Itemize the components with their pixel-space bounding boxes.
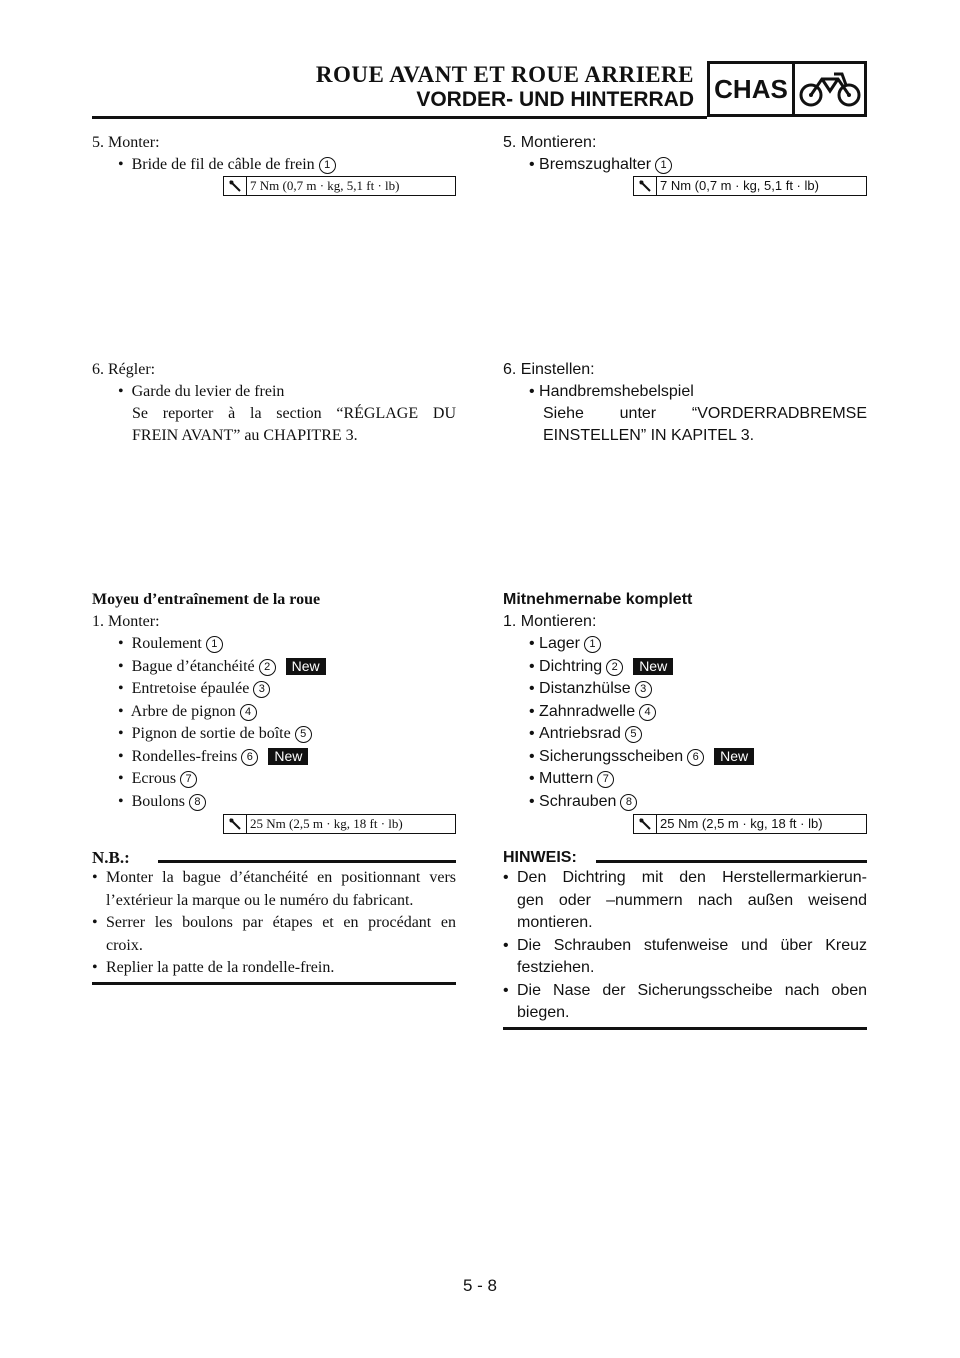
note-rule-bottom [503, 1027, 867, 1030]
step-1-title: 1. Montieren: [503, 613, 597, 630]
list-item-label: Sicherungsscheiben [539, 747, 684, 765]
bullet: • [503, 936, 509, 954]
wrench-icon [634, 815, 657, 833]
callout-number: 5 [295, 726, 312, 743]
callout-number: 2 [259, 659, 276, 676]
step-6-title: 6. Régler: [92, 361, 156, 378]
callout-number: 3 [635, 681, 652, 698]
motorcycle-icon [795, 64, 864, 114]
note-text: Die Nase der Sicherungsscheibe nach oben [517, 981, 867, 999]
callout-number: 1 [655, 157, 672, 174]
callout-number: 1 [206, 636, 223, 653]
list-item: • Schrauben 8 [529, 791, 637, 813]
step-5-item: • Bremszughalter 1 [529, 154, 672, 176]
torque-spec-box [223, 176, 456, 196]
note-title: HINWEIS: [503, 849, 577, 866]
header-title-de: VORDER- UND HINTERRAD [416, 88, 694, 111]
callout-number: 8 [620, 794, 637, 811]
new-part-badge: New [714, 748, 754, 765]
list-item-label: Antriebsrad [539, 725, 621, 742]
list-item: • Muttern 7 [529, 768, 614, 790]
torque-spec-box [223, 814, 456, 834]
list-item: • Lager 1 [529, 633, 601, 655]
note-line: croix. [106, 936, 143, 954]
note-line: biegen. [517, 1004, 570, 1021]
note-text: Die Schrauben stufenweise und über Kreuz [517, 936, 867, 954]
chapter-badge-label: CHAS [710, 64, 795, 114]
list-item-label: Arbre de pignon [130, 702, 236, 720]
note-text: Den Dichtring mit den Herstellermarkierun- [517, 869, 867, 886]
bullet: • [92, 914, 98, 931]
wrench-icon [634, 177, 657, 195]
step-6-item-label: Garde du levier de frein [131, 383, 285, 400]
page-number: 5 - 8 [462, 1276, 498, 1295]
note-rule-bottom [92, 982, 456, 985]
note-line: montieren. [517, 914, 593, 931]
section-title: Moyeu d’entraînement de la roue [92, 591, 321, 608]
note-text: Monter la bague d’étanchéité en positionnant vers [106, 869, 456, 886]
bullet: • [92, 959, 98, 976]
step-5-title: 5. Monter: [92, 134, 160, 151]
bullet: • [503, 981, 509, 999]
header-title-fr: ROUE AVANT ET ROUE ARRIERE [315, 62, 694, 87]
list-item: • Rondelles-freins 6 New [118, 746, 308, 768]
step-5-title: 5. Montieren: [503, 134, 597, 151]
list-item-label: Schrauben [539, 792, 617, 810]
list-item: • Antriebsrad 5 [529, 723, 642, 745]
wrench-icon [224, 177, 247, 195]
list-item: • Bague d’étanchéité 2 New [118, 656, 326, 678]
torque-value: 25 Nm (2,5 m · kg, 18 ft · lb) [250, 816, 403, 831]
list-item: • Distanzhülse 3 [529, 678, 652, 700]
callout-number: 4 [240, 704, 257, 721]
callout-number: 6 [241, 749, 258, 766]
bullet: • [92, 869, 98, 886]
new-part-badge: New [268, 748, 308, 765]
list-item: • Roulement 1 [118, 633, 223, 655]
step-6-ref-line: Se reporter à la section “RÉGLAGE DU [132, 405, 456, 422]
list-item-label: Zahnradwelle [539, 702, 636, 720]
callout-number: 6 [687, 749, 704, 766]
list-item: • Pignon de sortie de boîte 5 [118, 723, 312, 745]
chapter-badge [707, 61, 867, 117]
torque-value: 25 Nm (2,5 m · kg, 18 ft · lb) [660, 816, 823, 831]
wrench-icon [224, 815, 247, 833]
step-6-ref-line: FREIN AVANT” au CHAPITRE 3. [132, 427, 358, 444]
list-item: • Entretoise épaulée 3 [118, 678, 270, 700]
step-5-item-label: Bride de fil de câble de frein [131, 156, 315, 173]
torque-spec-box [633, 814, 867, 834]
note-text: Replier la patte de la rondelle-frein. [106, 959, 335, 976]
callout-number: 1 [319, 157, 336, 174]
list-item-label: Entretoise épaulée [131, 680, 250, 697]
list-item: • Arbre de pignon 4 [118, 701, 257, 723]
list-item: • Boulons 8 [118, 791, 206, 813]
list-item-label: Lager [539, 635, 580, 652]
callout-number: 3 [253, 681, 270, 698]
bullet: • [503, 869, 509, 886]
callout-number: 7 [180, 771, 197, 788]
torque-value: 7 Nm (0,7 m · kg, 5,1 ft · lb) [660, 178, 819, 193]
note-line: festziehen. [517, 959, 595, 976]
list-item-label: Muttern [539, 770, 594, 787]
list-item-label: Roulement [131, 635, 202, 652]
note-line: gen oder –nummern nach außen weisend [517, 891, 867, 909]
list-item-label: Rondelles-freins [131, 747, 238, 765]
list-item-label: Bague d’étanchéité [131, 657, 255, 675]
section-title: Mitnehmernabe komplett [503, 591, 693, 608]
new-part-badge: New [286, 658, 326, 675]
list-item-label: Pignon de sortie de boîte [131, 725, 291, 742]
step-6-item: • Garde du levier de frein [118, 383, 285, 400]
list-item: • Sicherungsscheiben 6 New [529, 746, 754, 768]
list-item: • Zahnradwelle 4 [529, 701, 656, 723]
list-item-label: Dichtring [539, 657, 603, 675]
step-6-title: 6. Einstellen: [503, 361, 595, 378]
step-6-item-label: Handbremshebelspiel [539, 383, 694, 400]
note-rule-top [158, 860, 456, 863]
torque-spec-box [633, 176, 867, 196]
list-item-label: Distanzhülse [539, 680, 631, 697]
header-rule [92, 116, 707, 119]
step-5-item: • Bride de fil de câble de frein 1 [118, 154, 336, 176]
callout-number: 5 [625, 726, 642, 743]
step-6-ref-line: Siehe unter “VORDERRADBREMSE [543, 405, 867, 422]
callout-number: 7 [597, 771, 614, 788]
list-item: • Dichtring 2 New [529, 656, 673, 678]
callout-number: 4 [639, 704, 656, 721]
step-6-item: • Handbremshebelspiel [529, 383, 694, 400]
note-text: Serrer les boulons par étapes et en procédant en [106, 914, 456, 931]
callout-number: 2 [606, 659, 623, 676]
list-item-label: Ecrous [131, 770, 177, 787]
torque-value: 7 Nm (0,7 m · kg, 5,1 ft · lb) [250, 178, 400, 193]
note-title: N.B.: [92, 848, 130, 867]
callout-number: 1 [584, 636, 601, 653]
step-1-title: 1. Monter: [92, 613, 160, 630]
callout-number: 8 [189, 794, 206, 811]
list-item: • Ecrous 7 [118, 768, 197, 790]
note-rule-top [596, 860, 867, 863]
list-item-label: Boulons [131, 792, 185, 810]
new-part-badge: New [633, 658, 673, 675]
step-6-ref-line: EINSTELLEN” IN KAPITEL 3. [543, 427, 755, 444]
note-line: l’extérieur la marque ou le numéro du fabricant. [106, 891, 414, 909]
step-5-item-label: Bremszughalter [539, 156, 652, 173]
